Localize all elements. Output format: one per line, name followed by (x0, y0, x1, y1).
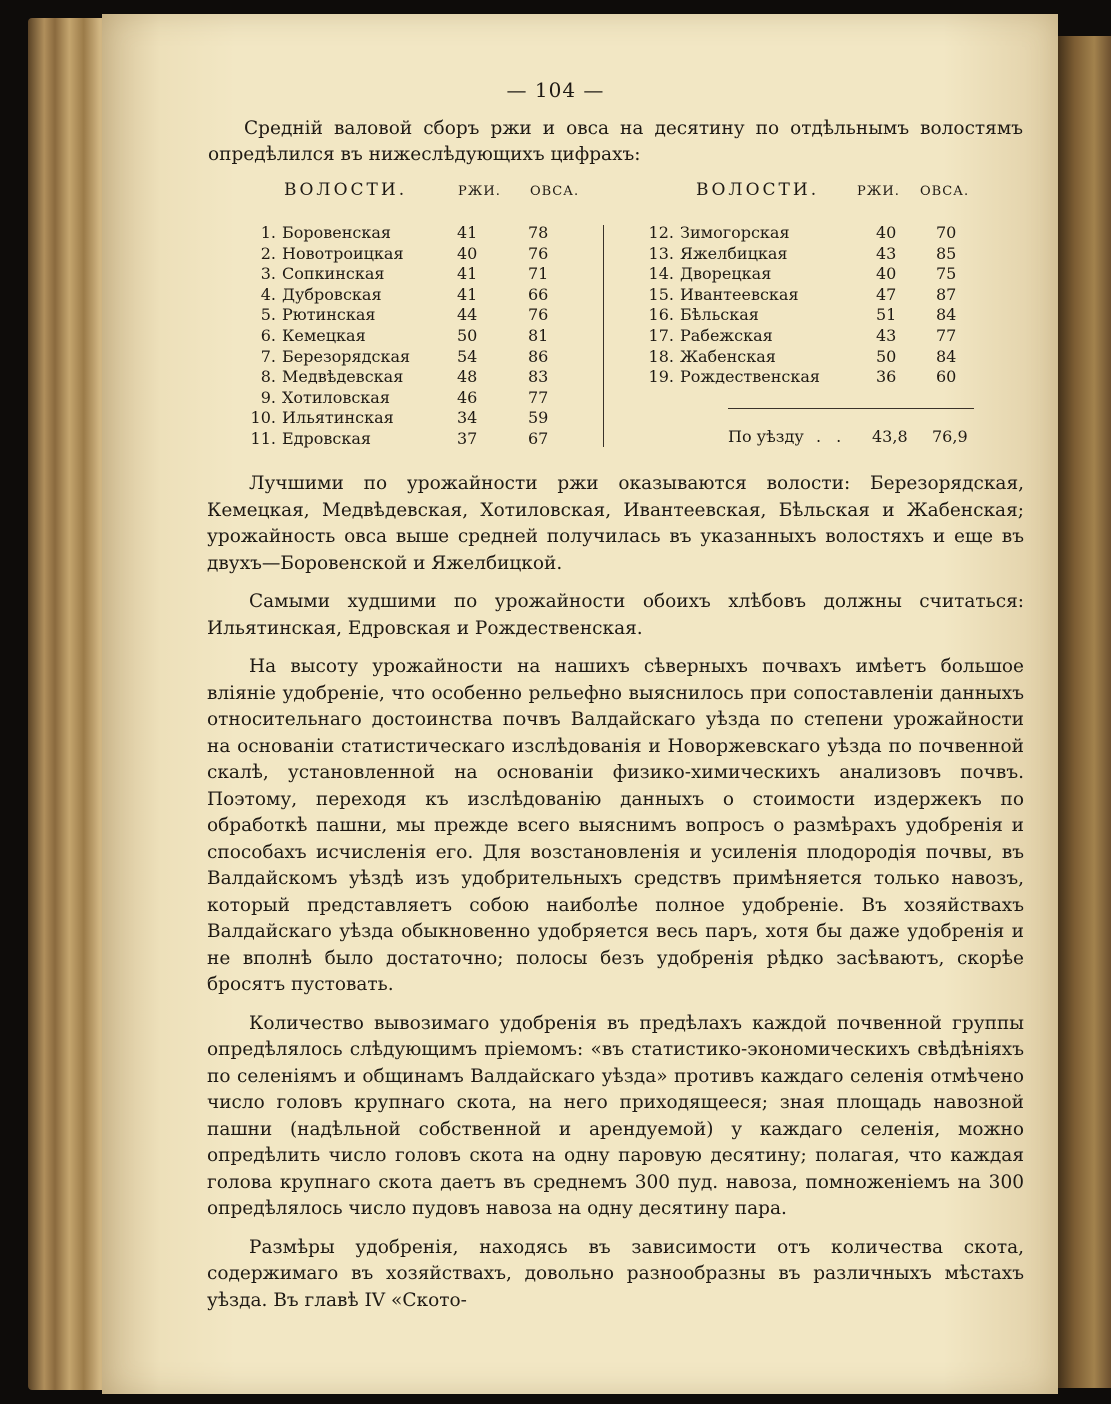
oats-value: 84 (936, 346, 957, 366)
oats-value: 81 (528, 326, 549, 345)
rye-value: 54 (457, 346, 478, 366)
rye-value: 51 (876, 305, 897, 325)
table-row (648, 244, 978, 265)
rye-value: 34 (457, 408, 478, 428)
rye-value: 47 (876, 284, 897, 304)
rye-value: 50 (876, 346, 897, 366)
table-total-row (728, 427, 988, 448)
rye-value: 41 (457, 284, 478, 304)
paragraph-1: Лучшими по урожайности ржи оказываются волости: Березорядская, Кемецкая, Медвѣдевская, Хотиловская, Ивантеевская, Бѣльская и Жабенская; урожайность овса выше средней получилась въ указанныхъ волостяхъ и еще въ двухъ—Боровенской и Яжелбицкой. (207, 473, 1024, 574)
intro-text: Средній валовой сборъ ржи и овса на десятину по отдѣльнымъ волостямъ опредѣлился въ нижеслѣдующихъ цифрахъ: (208, 118, 1023, 165)
row-number: 4. (260, 284, 276, 304)
rye-value: 41 (457, 264, 478, 284)
rye-value: 50 (457, 326, 478, 345)
table-row (250, 305, 580, 326)
row-number: 2. (260, 243, 276, 263)
rye-value: 43 (876, 243, 897, 263)
table-row (648, 264, 978, 285)
oats-value: 75 (936, 264, 957, 284)
table-row (250, 326, 580, 347)
rye-value: 43 (876, 326, 897, 345)
oats-value: 59 (528, 408, 549, 428)
paragraph-2: Самыми худшими по урожайности обоихъ хлѣбовъ должны считаться: Ильятинская, Едровская и Рождественская. (207, 591, 1024, 639)
row-number: 3. (260, 264, 276, 284)
table-row (648, 305, 978, 326)
row-number: 8. (260, 367, 276, 387)
rye-value: 40 (876, 223, 897, 242)
oats-value: 76 (528, 305, 549, 325)
volost-name: Кемецкая (282, 326, 366, 345)
oats-value: 70 (936, 223, 957, 242)
oats-value: 60 (936, 367, 957, 387)
paragraph-5: Размѣры удобренія, находясь въ зависимости отъ количества скота, содержимаго въ хозяйствахъ, довольно разнообразны въ различныхъ мѣстахъ уѣзда. Въ главѣ IV «Ското- (207, 1236, 1024, 1311)
table-row (250, 223, 580, 244)
row-number: 17. (648, 326, 674, 345)
rye-value: 46 (457, 387, 478, 407)
oats-value: 86 (528, 346, 549, 366)
oats-value: 85 (936, 243, 957, 263)
volost-name: Рютинская (282, 305, 376, 325)
volost-name: Березорядская (282, 346, 411, 366)
row-number: 1. (260, 223, 276, 242)
rye-value: 41 (457, 223, 478, 242)
volost-name: Жабенская (680, 346, 776, 366)
table-row (250, 347, 580, 368)
table-row (648, 347, 978, 368)
volost-name: Хотиловская (282, 387, 390, 407)
oats-value: 66 (528, 284, 549, 304)
table-row (250, 244, 580, 265)
row-number: 7. (260, 346, 276, 366)
volost-name: Сопкинская (282, 264, 385, 284)
row-number: 18. (648, 346, 674, 366)
oats-value: 84 (936, 305, 957, 325)
volost-name: Дубровская (282, 284, 382, 304)
rye-value: 36 (876, 367, 897, 387)
volost-name: Медвѣдевская (282, 367, 404, 387)
rye-value: 37 (457, 429, 478, 448)
row-number: 5. (260, 305, 276, 325)
oats-value: 76 (528, 243, 549, 263)
volost-name: Бѣльская (680, 305, 759, 325)
table-row (648, 223, 978, 244)
volost-name: Зимогорская (680, 223, 790, 242)
row-number: 11. (250, 429, 276, 448)
paragraph-4: Количество вывозимаго удобренія въ предѣлахъ каждой почвенной группы опредѣлялось слѣдующимъ пріемомъ: «въ статистико-экономическихъ свѣдѣніяхъ по селеніямъ и общинамъ Валдайскаго уѣзда» противъ каждаго селенія отмѣчено число головъ крупнаго скота, на него приходящееся; зная площадь навозной пашни (надѣльной собственной и арендуемой) у каждаго селенія, можно опредѣлить число головъ скота на одну паровую десятину; полагая, что каждая голова крупнаго скота даетъ въ среднемъ 300 пуд. навоза, помноженіемъ на 300 опредѣлялось число пудовъ навоза на одну десятину пара. (207, 1012, 1024, 1219)
total-dots: . . (816, 427, 847, 446)
rye-value: 40 (457, 243, 478, 263)
rye-value: 44 (457, 305, 478, 325)
rye-value: 48 (457, 367, 478, 387)
total-oats: 76,9 (932, 427, 968, 446)
row-number: 13. (648, 243, 674, 263)
table-row (648, 285, 978, 306)
row-number: 12. (648, 223, 674, 242)
volost-name: Боровенская (282, 223, 391, 242)
row-number: 19. (648, 367, 674, 387)
row-number: 9. (260, 387, 276, 407)
total-label: По уѣзду (728, 427, 804, 446)
row-number: 6. (260, 326, 276, 345)
body-text (207, 471, 1024, 1326)
paragraph-3: На высоту урожайности на нашихъ сѣверныхъ почвахъ имѣетъ большое вліяніе удобреніе, что особенно рельефно выяснилось при сопоставленіи данныхъ относительнаго достоинства почвъ Валдайскаго уѣзда по степени урожайности на основаніи статистическаго изслѣдованія и Новоржевскаго уѣзда по почвенной скалѣ, установленной на основаніи физико-химическихъ анализовъ почвъ. Поэтому, переходя къ изслѣдованію данныхъ о стоимости издержекъ по обработкѣ пашни, мы прежде всего выяснимъ вопросъ о размѣрахъ удобренія и способахъ исчисленія его. Для возстановленія и усиленія плодородія почвы, въ Валдайскомъ уѣздѣ изъ удобрительныхъ средствъ примѣняется только навозъ, который представляетъ собою наиболѣе полное удобреніе. Въ хозяйствахъ Валдайскаго уѣзда обыкновенно удобряется весь паръ, хотя бы даже удобренія и не вполнѣ было достаточно; полосы безъ удобренія рѣдко засѣваютъ, скорѣе бросятъ пустовать. (207, 656, 1024, 995)
oats-value: 77 (528, 387, 549, 407)
oats-value: 67 (528, 429, 549, 448)
row-number: 16. (648, 305, 674, 325)
table-row (250, 388, 580, 409)
table-row (250, 367, 580, 388)
table-header-volost-left: ВОЛОСТИ. (284, 180, 408, 200)
oats-value: 78 (528, 223, 549, 242)
oats-value: 87 (936, 284, 957, 304)
rye-value: 40 (876, 264, 897, 284)
total-rye: 43,8 (872, 427, 908, 446)
table-row (250, 264, 580, 285)
table-row (250, 285, 580, 306)
total-rule (728, 408, 974, 409)
page-number: — 104 — (506, 78, 605, 102)
table-row (648, 367, 978, 388)
oats-value: 77 (936, 326, 957, 345)
volost-name: Рождественская (680, 367, 820, 387)
volost-name: Ильятинская (282, 408, 394, 428)
volost-name: Новотроицкая (282, 243, 404, 263)
table-header-rye-left: РЖИ. (458, 184, 501, 199)
volost-name: Рабежская (680, 326, 773, 345)
table-row (250, 408, 580, 429)
row-number: 15. (648, 284, 674, 304)
table-row (250, 429, 580, 450)
row-number: 14. (648, 264, 674, 284)
table-header-oats-left: ОВСА. (530, 184, 580, 199)
table-header-volost-right: ВОЛОСТИ. (696, 180, 820, 200)
volost-name: Яжелбицкая (680, 243, 788, 263)
table-divider (603, 225, 604, 447)
oats-value: 83 (528, 367, 549, 387)
table-header-rye-right: РЖИ. (857, 184, 900, 199)
book-page-stack-right (1055, 36, 1111, 1388)
volost-name: Дворецкая (680, 264, 772, 284)
table-header-oats-right: ОВСА. (920, 184, 970, 199)
volost-name: Едровская (282, 429, 372, 448)
oats-value: 71 (528, 264, 549, 284)
row-number: 10. (250, 408, 276, 428)
volost-name: Ивантеевская (680, 284, 799, 304)
intro-paragraph (208, 116, 1023, 168)
table-row (648, 326, 978, 347)
